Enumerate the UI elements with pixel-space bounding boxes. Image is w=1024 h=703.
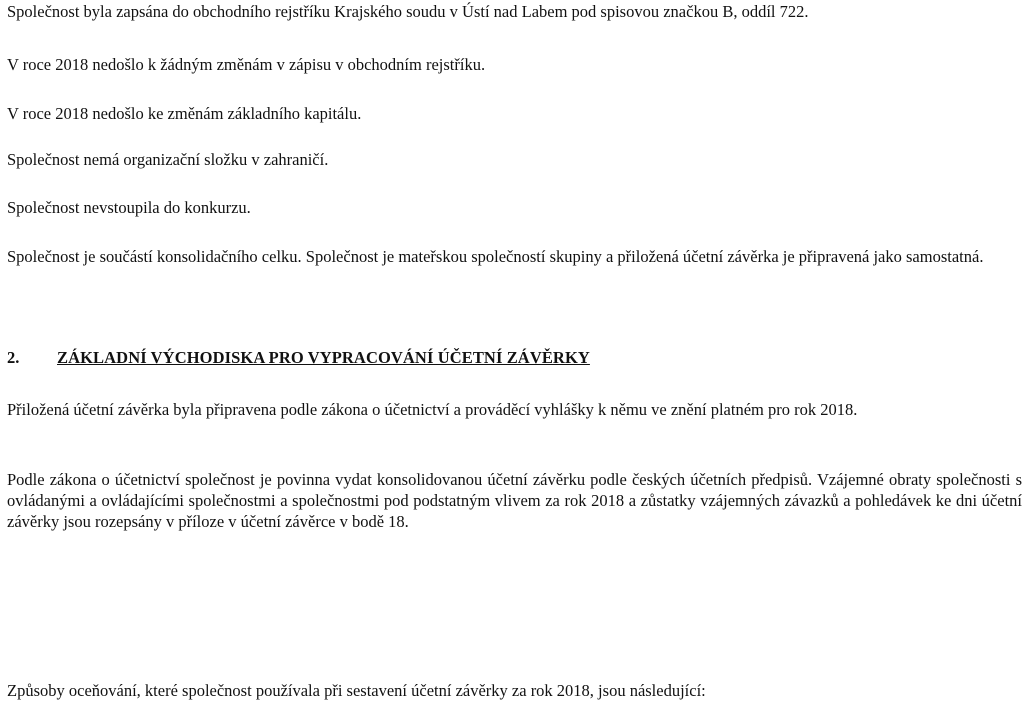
paragraph-capital-changes: V roce 2018 nedošlo ke změnám základního kapitálu.	[7, 104, 362, 123]
paragraph-registration: Společnost byla zapsána do obchodního rejstříku Krajského soudu v Ústí nad Labem pod spisovou značkou B, oddíl 722.	[7, 2, 809, 21]
section-number: 2.	[7, 348, 20, 367]
section-heading	[7, 347, 1017, 369]
paragraph-foreign-branch: Společnost nemá organizační složku v zahraničí.	[7, 150, 329, 169]
paragraph-basis-of-preparation: Přiložená účetní závěrka byla připravena podle zákona o účetnictví a prováděcí vyhlášky k němu ve znění platném pro rok 2018.	[7, 400, 858, 419]
paragraph-valuation-methods: Způsoby oceňování, které společnost používala při sestavení účetní závěrky za rok 2018, jsou následující:	[7, 681, 706, 700]
paragraph-consolidated-statements: Podle zákona o účetnictví společnost je povinna vydat konsolidovanou účetní závěrku podle českých účetních předpisů. Vzájemné obraty společnosti s ovládanými a ovládajícími společnostmi a společnostmi pod podstatným vlivem za rok 2018 a zůstatky vzájemných závazků a pohledávek ke dni účetní závěrky jsou rozepsány v příloze v účetní závěrce v bodě 18.	[7, 470, 1022, 531]
paragraph-consolidation: Společnost je součástí konsolidačního celku. Společnost je mateřskou společností skupiny a přiložená účetní závěrka je připravená jako samostatná.	[7, 247, 984, 266]
paragraph-bankruptcy: Společnost nevstoupila do konkurzu.	[7, 198, 251, 217]
section-title: ZÁKLADNÍ VÝCHODISKA PRO VYPRACOVÁNÍ ÚČETNÍ ZÁVĚRKY	[57, 348, 590, 367]
paragraph-register-changes: V roce 2018 nedošlo k žádným změnám v zápisu v obchodním rejstříku.	[7, 55, 486, 74]
